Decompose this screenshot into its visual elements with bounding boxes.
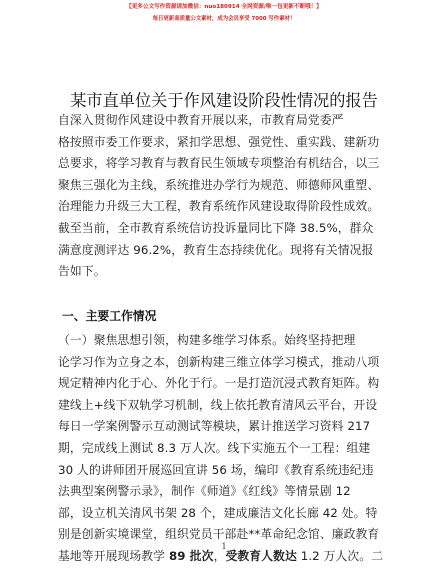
intro-paragraph [58,110,388,283]
text-line: 格按照市委工作要求，紧扣学思想、强党性、重实践、建新功 [58,134,380,149]
text-line: 论学习作为立身之本，创新构建三维立体学习模式，推动八项 [58,354,380,369]
text-line: 总要求，将学习教育与教育民生领域专项整治有机结合，以三 [58,156,380,171]
section-1-paragraph [58,330,388,568]
text-line: 自深入贯彻作风建设中教育开展以来，市教育局党委严 [58,113,344,127]
section-heading: 一、主要工作情况 [62,309,157,323]
text-line: 截至当前，全市教育系统信访投诉量同比下降 38.5%，群众 [58,220,374,235]
text-line: 治理能力升级三大工程，教育系统作风建设取得阶段性成效。 [58,199,380,214]
text-line: 部，设立机关清风书架 28 个，建成廉洁文化长廊 42 处。特 [58,505,378,520]
promo-banner-line-2: 每日更新高质量公文素材，成为会员享受 7000 写作素材！ [152,16,296,22]
text-line: 法典型案例警示录》，制作《师道》《红线》等情景剧 12 [58,484,351,499]
text-run: 1.2 万人次。二 [296,548,384,563]
document-title: 某市直单位关于作风建设阶段性情况的报告 [70,91,378,110]
bold-text-run: 89 批次 [168,548,214,563]
text-line: 规定精神内化于心、外化于行。一是打造沉浸式教育矩阵。构 [58,376,380,391]
text-line: 别是创新实境课堂，组织党员干部赴**革命纪念馆、廉政教育 [58,527,380,542]
page-number: 1 [221,542,227,551]
promo-banner [116,1,332,25]
text-line: 告如下。 [58,264,106,279]
text-run: ， [213,548,226,563]
text-run: 基地等开展现场教学 [58,548,169,563]
text-line: 期，完成线上测试 8.3 万人次。线下实施五个一工程：组建 [58,440,371,455]
text-line: （一）聚焦思想引领，构建多维学习体系。始终坚持把理 [58,333,356,347]
text-line: 聚焦三强化为主线，系统推进办学行为规范、师德师风重塑、 [58,177,380,192]
promo-banner-line-1: 【更多公文写作资源请加微信：nuo180914 全网资源/唯一包更新不断哦！】 [126,4,322,10]
text-line: 满意度测评达 96.2%，教育生态持续优化。现将有关情况报 [58,242,374,257]
bold-text-run: 受教育人数达 [225,548,297,563]
text-line: 建线上+线下双轨学习机制，线上依托教育清风云平台，开设 [58,397,378,412]
text-line: 每日一学案例警示互动测试等模块，累计推送学习资料 217 [58,419,371,434]
text-line: 30 人的讲师团开展巡回宣讲 56 场，编印《教育系统违纪违 [58,462,374,477]
